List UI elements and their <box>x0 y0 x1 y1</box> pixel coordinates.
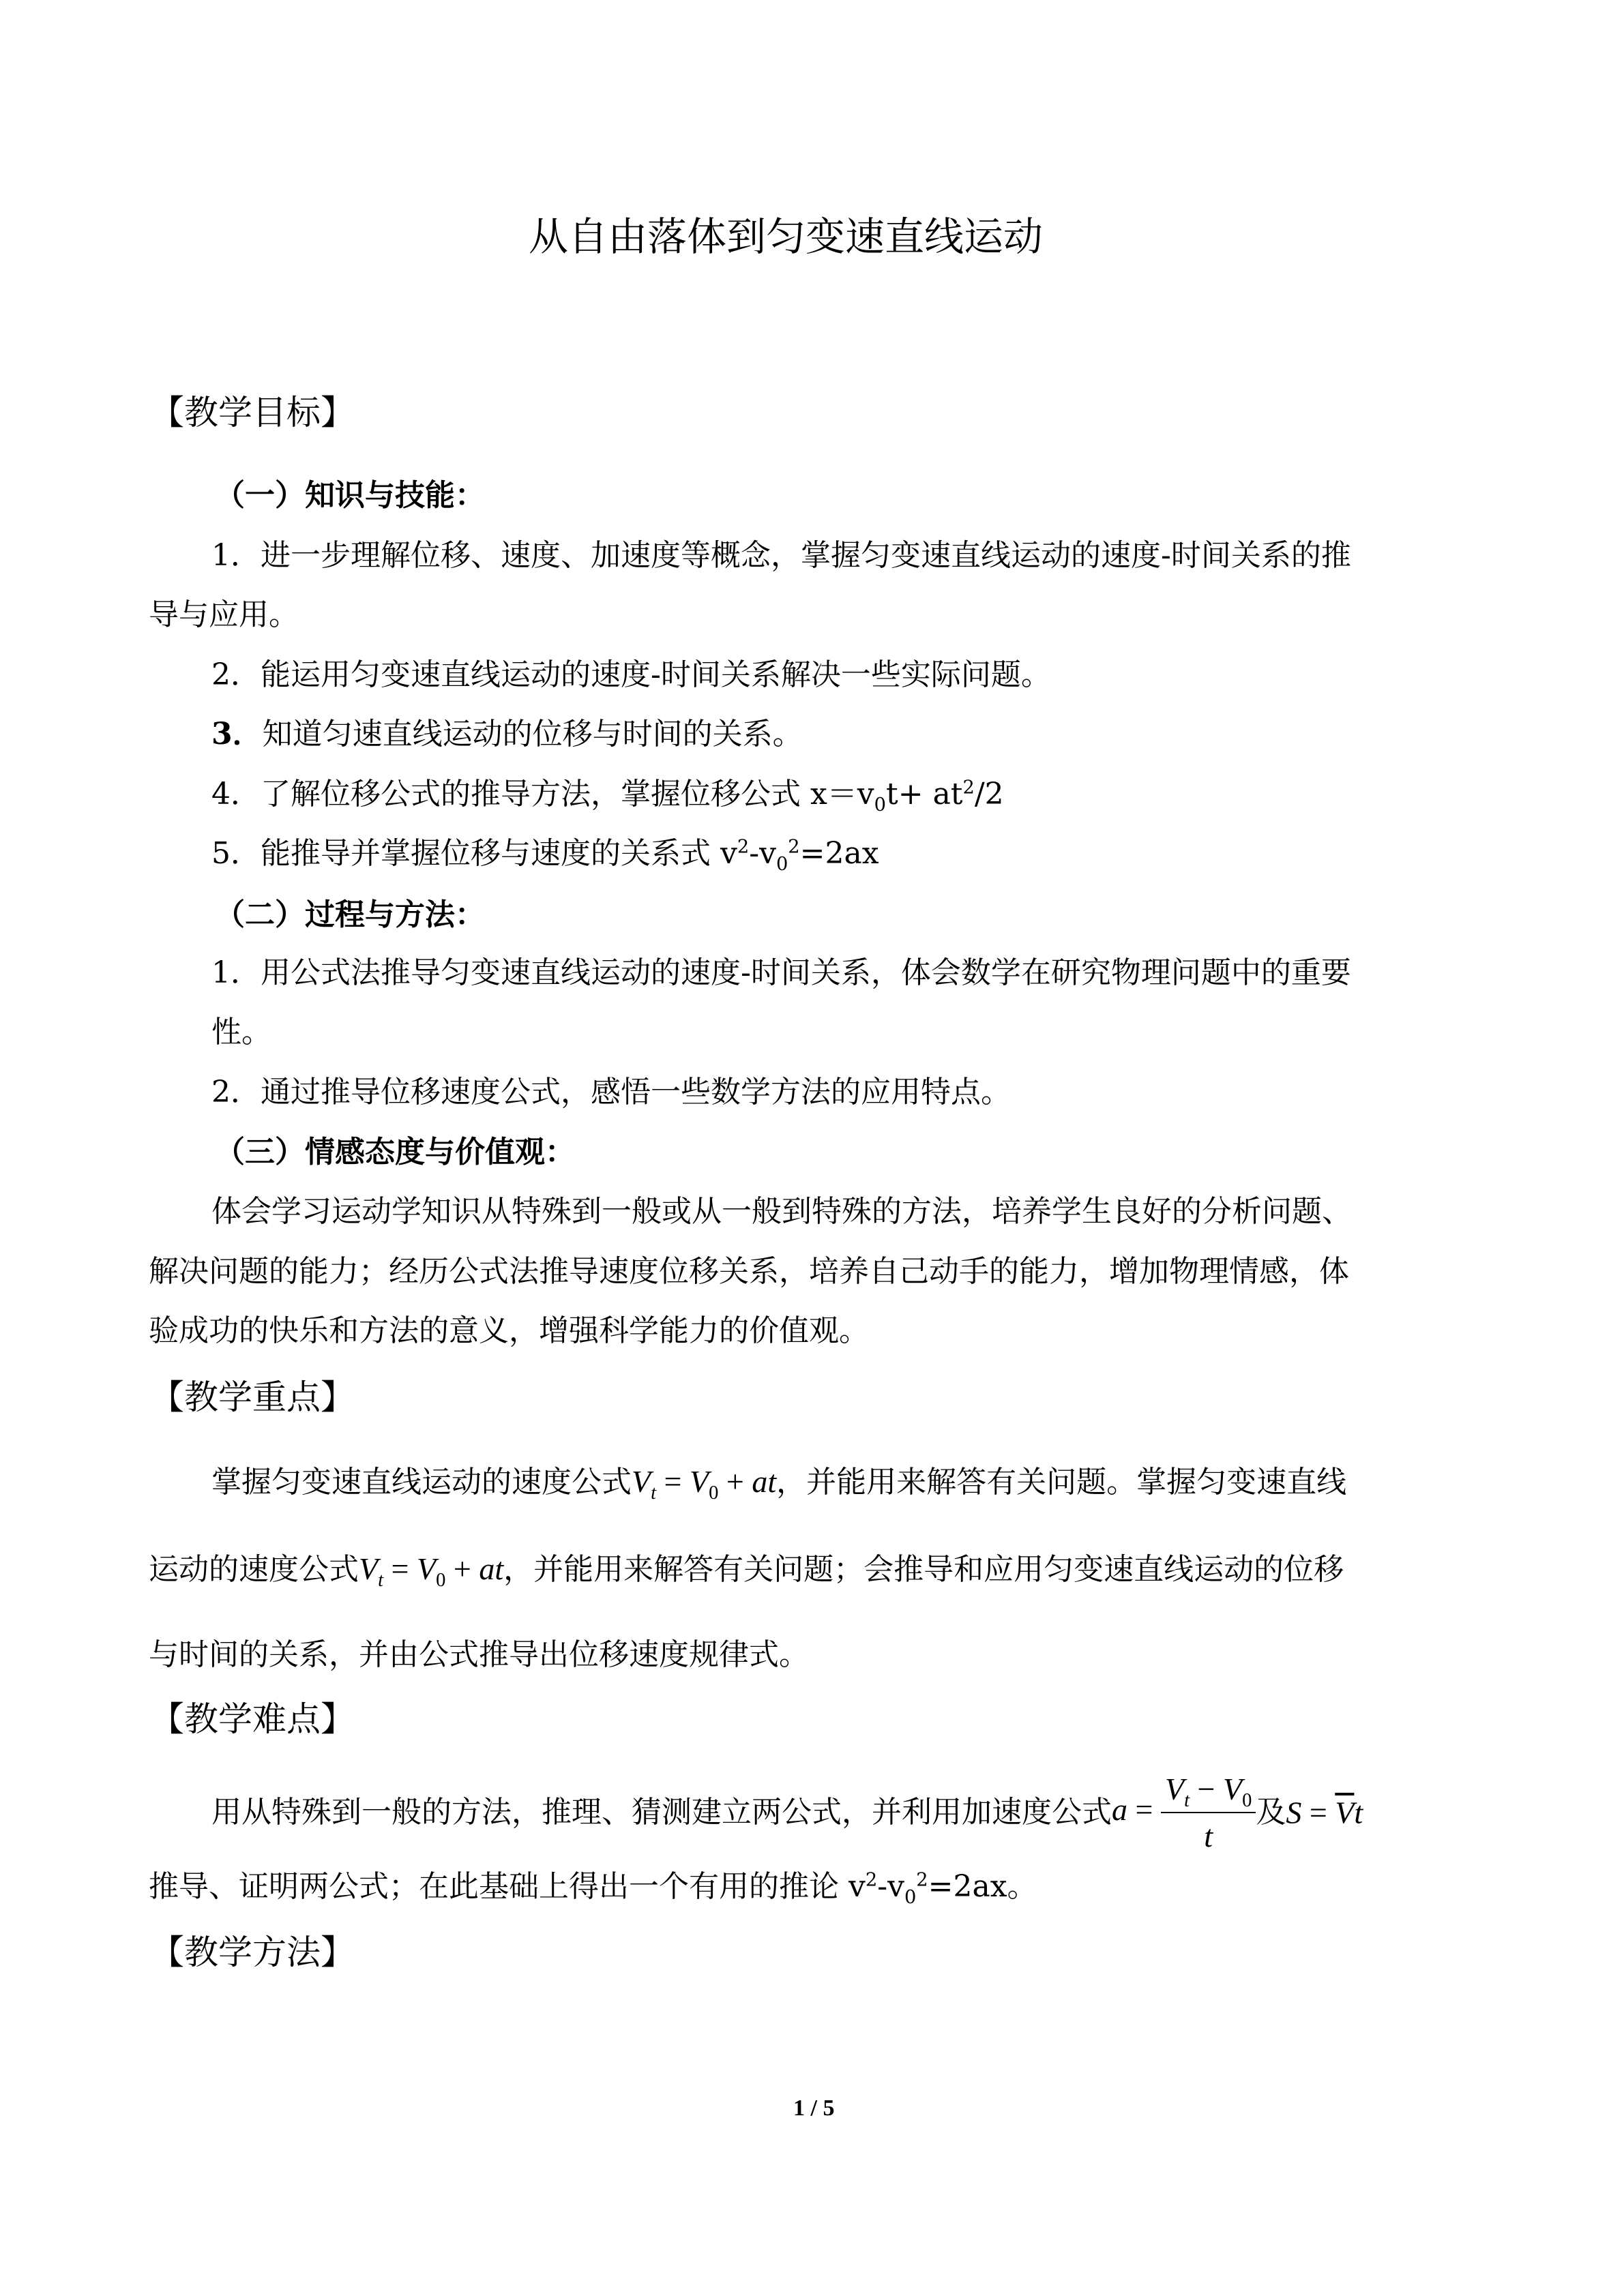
process-item-2: 2．通过推导位移速度公式，感悟一些数学方法的应用特点。 <box>211 1075 1011 1109</box>
subheading-knowledge: （一）知识与技能： <box>215 478 485 513</box>
objective-item-3: 3．知道匀速直线运动的位移与时间的关系。 <box>211 717 803 751</box>
velocity-formula: $V_t = V_0$ + at <box>359 1551 504 1592</box>
attitude-line-2: 解决问题的能力；经历公式法推导速度位移关系，培养自己动手的能力，增加物理情感，体 <box>149 1254 1349 1289</box>
page-number: 1 / 5 <box>793 2096 835 2121</box>
subheading-process: （二）过程与方法： <box>215 897 485 932</box>
process-item-1-continued: 性。 <box>211 1015 271 1049</box>
subheading-attitude: （三）情感态度与价值观： <box>215 1135 575 1169</box>
attitude-line-3: 验成功的快乐和方法的意义，增强科学能力的价值观。 <box>149 1313 869 1348</box>
attitude-line-1: 体会学习运动学知识从特殊到一般或从一般到特殊的方法，培养学生良好的分析问题、 <box>211 1194 1352 1229</box>
heading-methods: 【教学方法】 <box>150 1933 355 1972</box>
heading-objectives: 【教学目标】 <box>150 393 355 432</box>
acceleration-formula: a = $\frac{V_t - V_0}{t}$ <box>1112 1792 1256 1827</box>
page-title: 从自由落体到匀变速直线运动 <box>529 213 1044 260</box>
objective-item-1-continued: 导与应用。 <box>149 597 299 632</box>
heading-difficulties: 【教学难点】 <box>150 1699 355 1739</box>
objective-item-5: 5．能推导并掌握位移与速度的关系式 $v^2-v_0^2=2ax$ <box>211 836 879 875</box>
process-item-1: 1．用公式法推导匀变速直线运动的速度-时间关系，体会数学在研究物理问题中的重要 <box>211 955 1351 990</box>
difficulties-line-2: 推导、证明两公式；在此基础上得出一个有用的推论 $v^2-v_0^2=2ax$。 <box>149 1869 1037 1908</box>
key-points-line-3: 与时间的关系，并由公式推导出位移速度规律式。 <box>149 1637 809 1672</box>
objective-item-1: 1．进一步理解位移、速度、加速度等概念，掌握匀变速直线运动的速度-时间关系的推 <box>211 538 1351 573</box>
key-points-line-2: 运动的速度公式$V_t = V_0$ + at，并能用来解答有关问题；会推导和应用匀变速直线运动的位移 <box>149 1551 1344 1592</box>
objective-item-4: 4．了解位移公式的推导方法，掌握位移公式 $x=v_0t+ at^2/2$ <box>211 777 1004 816</box>
heading-key-points: 【教学重点】 <box>150 1377 355 1417</box>
displacement-formula: $S = \overline{V}t$ <box>1286 1795 1363 1830</box>
key-points-line-1: 掌握匀变速直线运动的速度公式$V_t = V_0$ + at，并能用来解答有关问题。掌握匀变速直线 <box>211 1464 1347 1504</box>
objective-item-2: 2．能运用匀变速直线运动的速度-时间关系解决一些实际问题。 <box>211 657 1051 692</box>
difficulties-line-1: 用从特殊到一般的方法，推理、猜测建立两公式，并利用加速度公式a = $\frac{V_t - V_0}{t}$ 及$S = \overline{V}t$ <box>211 1772 1363 1854</box>
velocity-formula: $V_t = V_0$ + at <box>632 1464 777 1504</box>
